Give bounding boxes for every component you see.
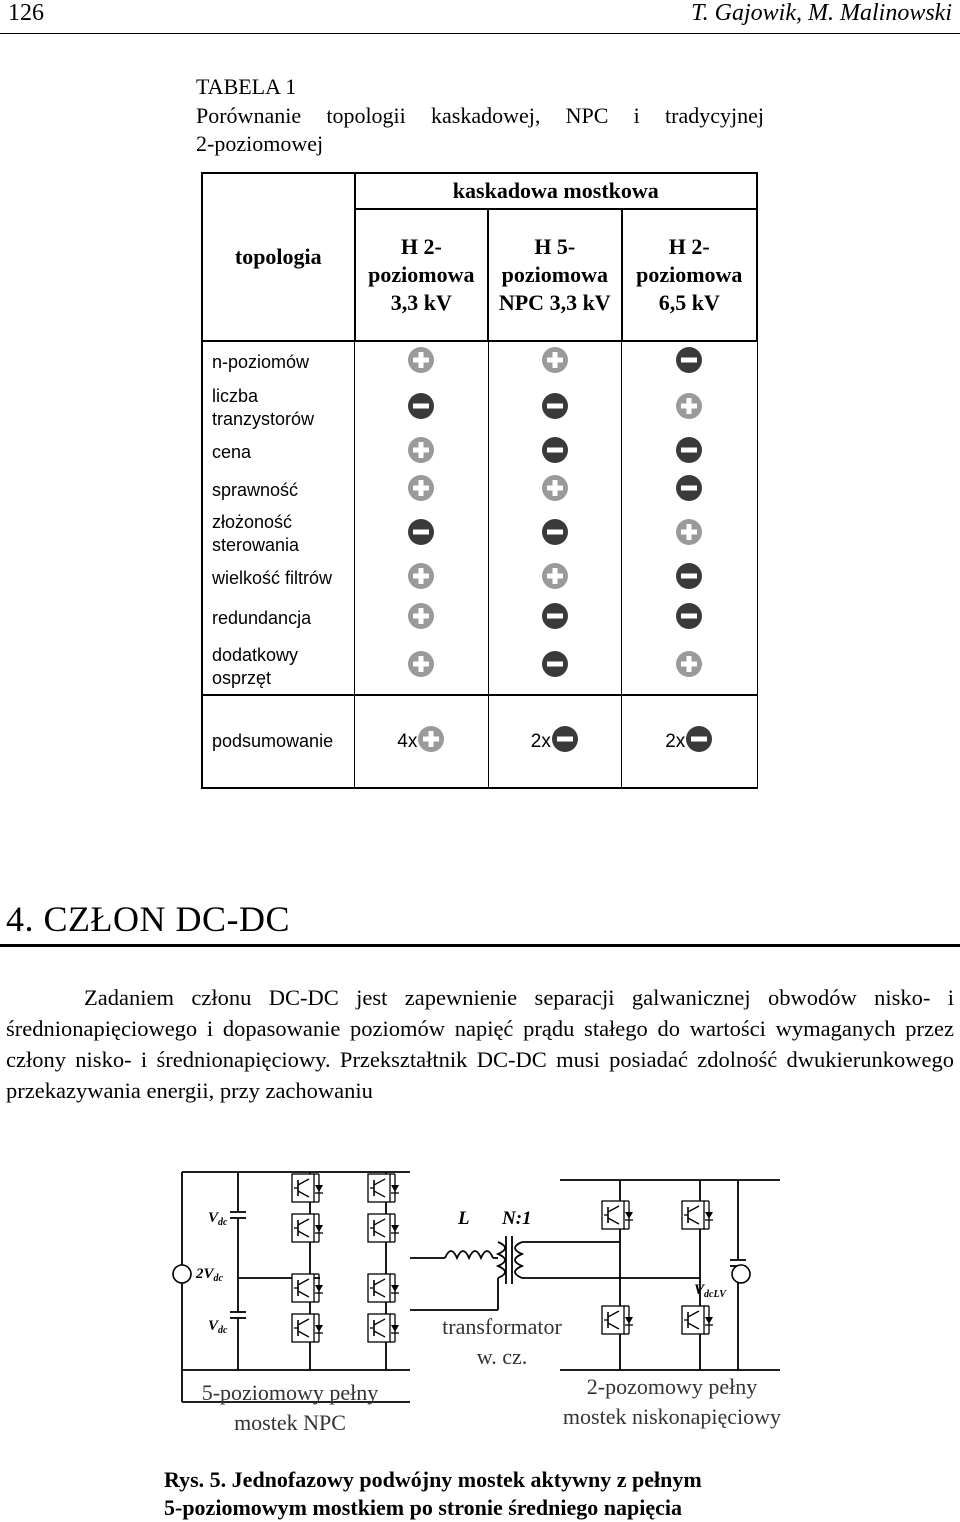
label-left-bridge-line2: mostek NPC <box>234 1410 346 1435</box>
minus-circle-icon <box>541 518 569 551</box>
group-header: kaskadowa mostkowa <box>355 173 757 209</box>
minus-circle-icon <box>675 602 703 635</box>
paragraph-text: Zadaniem członu DC-DC jest zapewnienie separacji galwanicznej obwodów nisko- i średnionapięciowego i dopasowanie poziomów napięć prądu stałego do wartości wymaganych przez człony nisko- i średnionapięciowy. Przekształtnik DC-DC musi posiadać zdolność dwukierunkowego przekazywania energii, przy zachowaniu <box>6 985 954 1103</box>
value-cell <box>355 559 488 597</box>
table-row <box>202 639 757 695</box>
plus-circle-icon <box>407 436 435 469</box>
plus-circle-icon <box>407 650 435 683</box>
plus-circle-icon <box>541 346 569 379</box>
table-caption-line2: 2-poziomowej <box>196 131 324 156</box>
table-row <box>202 471 757 509</box>
circuit-diagram <box>160 1160 800 1460</box>
value-cell <box>355 597 488 639</box>
row-label: redundancja <box>202 597 355 639</box>
column-header <box>488 209 621 341</box>
row-label: cena <box>202 433 355 471</box>
column-header-line: poziomowa <box>501 262 608 287</box>
table-row <box>202 509 757 559</box>
value-cell <box>355 341 488 383</box>
value-cell <box>622 341 757 383</box>
summary-count: 2x <box>665 730 686 752</box>
column-header-line: H 2- <box>668 234 710 259</box>
figure-caption-line1: Rys. 5. Jednofazowy podwójny mostek aktywny z pełnym <box>164 1467 702 1492</box>
value-cell <box>488 597 621 639</box>
column-header-line: poziomowa <box>636 262 743 287</box>
value-cell <box>622 559 757 597</box>
row-label: liczba tranzystorów <box>202 383 355 433</box>
figure-caption <box>164 1466 702 1522</box>
value-cell <box>622 639 757 695</box>
row-label: sprawność <box>202 471 355 509</box>
body-paragraph <box>6 982 954 1106</box>
summary-count: 4x <box>397 730 418 752</box>
minus-circle-icon <box>675 474 703 507</box>
plus-circle-icon <box>417 725 445 759</box>
plus-circle-icon <box>541 562 569 595</box>
minus-circle-icon <box>675 346 703 379</box>
summary-cell <box>355 695 488 788</box>
minus-circle-icon <box>551 725 579 759</box>
value-cell <box>355 509 488 559</box>
column-header <box>355 209 488 341</box>
row-header-topologia: topologia <box>202 173 355 341</box>
value-cell <box>488 383 621 433</box>
label-right-bridge-line2: mostek niskonapięciowy <box>562 1404 782 1429</box>
column-header-line: H 2- <box>400 234 442 259</box>
summary-label: podsumowanie <box>202 695 355 788</box>
minus-circle-icon <box>407 392 435 425</box>
plus-circle-icon <box>407 474 435 507</box>
summary-cell <box>622 695 757 788</box>
running-header-authors: T. Gajowik, M. Malinowski <box>691 0 952 26</box>
minus-circle-icon <box>541 650 569 683</box>
value-cell <box>488 341 621 383</box>
minus-circle-icon <box>541 392 569 425</box>
section-heading: 4. CZŁON DC-DC <box>6 899 290 939</box>
column-header-line: NPC 3,3 kV <box>498 290 611 315</box>
value-cell <box>488 509 621 559</box>
value-cell <box>488 471 621 509</box>
minus-circle-icon <box>675 562 703 595</box>
label-inductor: L <box>458 1208 470 1229</box>
label-2vdc: $2V_{dc}$ <box>196 1266 223 1284</box>
comparison-table <box>201 172 758 789</box>
value-cell <box>355 639 488 695</box>
value-cell <box>488 559 621 597</box>
column-header <box>622 209 757 341</box>
plus-circle-icon <box>675 650 703 683</box>
summary-row <box>202 695 757 788</box>
column-header-line: H 5- <box>534 234 576 259</box>
minus-circle-icon <box>685 725 713 759</box>
table-row <box>202 433 757 471</box>
plus-circle-icon <box>407 602 435 635</box>
value-cell <box>622 383 757 433</box>
label-vdc-top: $V_{dc}$ <box>208 1210 228 1228</box>
label-ratio: N:1 <box>502 1208 532 1229</box>
value-cell <box>355 383 488 433</box>
section-rule <box>0 944 960 947</box>
minus-circle-icon <box>541 436 569 469</box>
table-row <box>202 383 757 433</box>
table-label: TABELA 1 <box>196 74 297 99</box>
label-left-bridge-line1: 5-poziomowy pełny <box>201 1380 379 1405</box>
page-number: 126 <box>8 0 44 26</box>
label-transformer-line2: w. cz. <box>476 1344 528 1369</box>
table-row <box>202 559 757 597</box>
value-cell <box>622 597 757 639</box>
value-cell <box>488 639 621 695</box>
value-cell <box>488 433 621 471</box>
table-body <box>202 341 757 695</box>
value-cell <box>622 471 757 509</box>
minus-circle-icon <box>541 602 569 635</box>
minus-circle-icon <box>407 518 435 551</box>
label-transformer-line1: transformator <box>442 1314 562 1339</box>
plus-circle-icon <box>407 346 435 379</box>
table-caption-line1: Porównanie topologii kaskadowej, NPC i tradycyjnej <box>196 103 764 128</box>
row-label: złożoność sterowania <box>202 509 355 559</box>
plus-circle-icon <box>407 562 435 595</box>
value-cell <box>622 433 757 471</box>
plus-circle-icon <box>675 518 703 551</box>
row-label: n-poziomów <box>202 341 355 383</box>
summary-cell <box>488 695 621 788</box>
value-cell <box>355 433 488 471</box>
row-label: dodatkowy osprzęt <box>202 639 355 695</box>
label-right-bridge-line1: 2-pozomowy pełny <box>586 1374 758 1399</box>
label-vdc-bottom: $V_{dc}$ <box>208 1318 228 1336</box>
table-row <box>202 341 757 383</box>
row-label: wielkość filtrów <box>202 559 355 597</box>
column-header-line: poziomowa <box>368 262 475 287</box>
label-vdclv: $V_{dcLV}$ <box>694 1282 726 1300</box>
summary-count: 2x <box>530 730 551 752</box>
header-rule <box>0 33 960 34</box>
figure-caption-line2: 5-poziomowym mostkiem po stronie średniego napięcia <box>164 1495 682 1520</box>
column-header-line: 3,3 kV <box>390 290 452 315</box>
column-header-line: 6,5 kV <box>658 290 720 315</box>
plus-circle-icon <box>675 392 703 425</box>
value-cell <box>355 471 488 509</box>
plus-circle-icon <box>541 474 569 507</box>
table-row <box>202 597 757 639</box>
minus-circle-icon <box>675 436 703 469</box>
value-cell <box>622 509 757 559</box>
